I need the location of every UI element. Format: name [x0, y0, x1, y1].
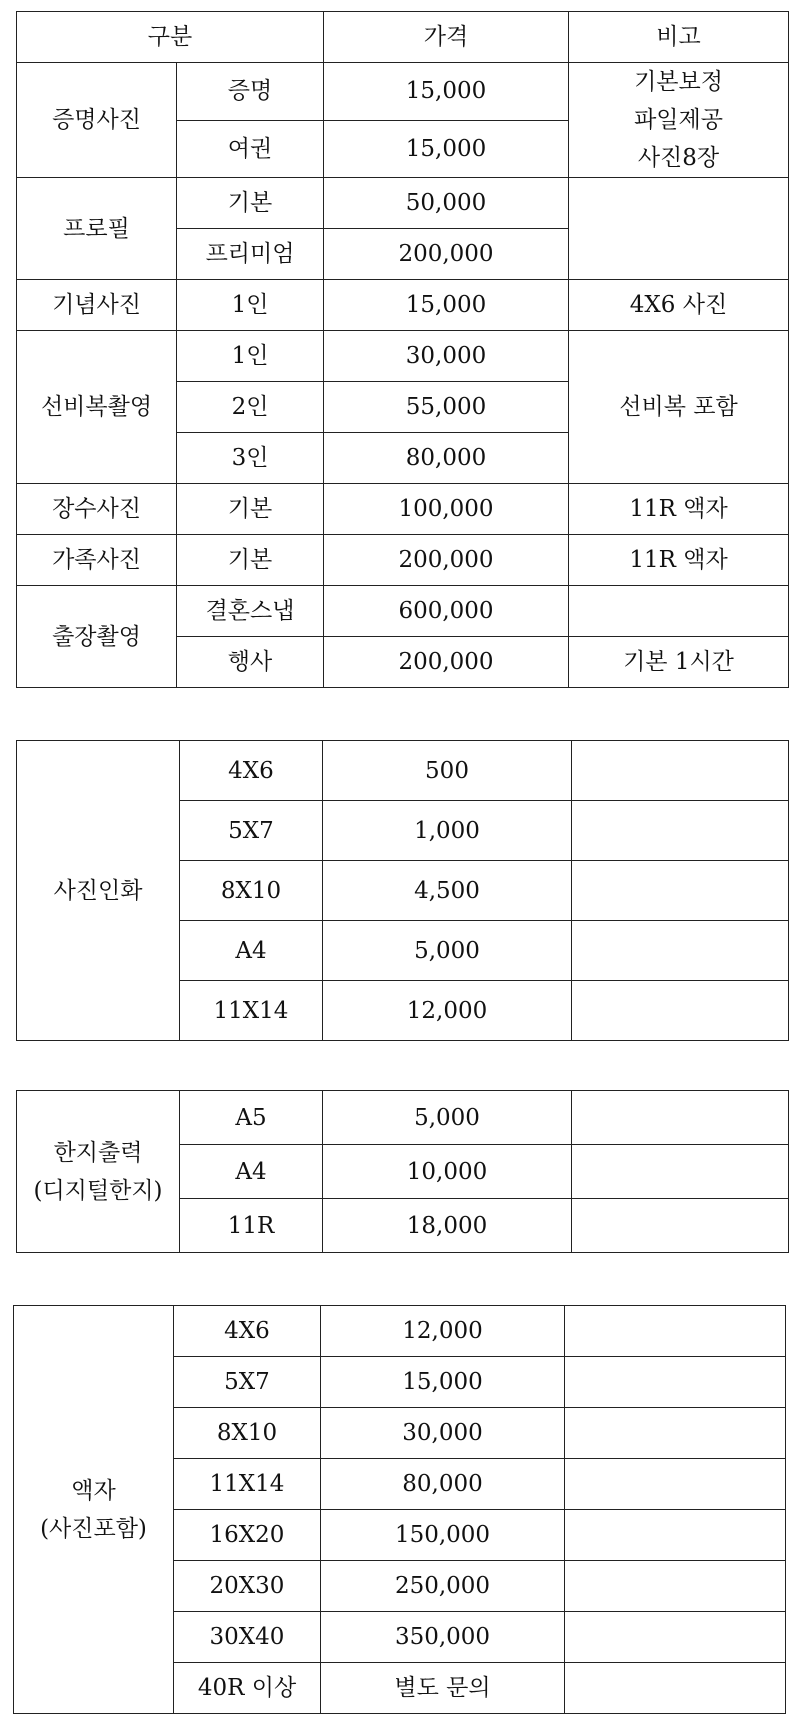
note-line: 기본보정: [634, 69, 723, 95]
note-cell: [572, 1199, 789, 1253]
table-header-row: [17, 12, 789, 63]
item-name: 기본: [177, 178, 324, 229]
size-cell: 11X14: [174, 1459, 321, 1510]
item-price: 15,000: [324, 63, 569, 121]
size-cell: A5: [180, 1091, 323, 1145]
item-price: 80,000: [324, 433, 569, 484]
photo-print-table: [16, 740, 789, 1041]
table-row: [17, 484, 789, 535]
item-price: 15,000: [324, 280, 569, 331]
price-cell: 10,000: [323, 1145, 572, 1199]
category-cell: 증명사진: [17, 63, 177, 178]
size-cell: 4X6: [174, 1306, 321, 1357]
item-name: 3인: [177, 433, 324, 484]
size-cell: 16X20: [174, 1510, 321, 1561]
item-price: 100,000: [324, 484, 569, 535]
header-category: 구분: [17, 12, 324, 63]
note-cell: [565, 1612, 786, 1663]
category-cell: 장수사진: [17, 484, 177, 535]
size-cell: A4: [180, 921, 323, 981]
price-cell: 150,000: [321, 1510, 565, 1561]
table-row: [17, 1091, 789, 1145]
item-name: 기본: [177, 535, 324, 586]
price-cell: 1,000: [323, 801, 572, 861]
category-cell: [14, 1306, 174, 1714]
size-cell: 20X30: [174, 1561, 321, 1612]
category-cell: 기념사진: [17, 280, 177, 331]
size-cell: 11R: [180, 1199, 323, 1253]
size-cell: 5X7: [174, 1357, 321, 1408]
category-line: 액자: [71, 1477, 116, 1504]
note-cell: 선비복 포함: [569, 331, 789, 484]
item-price: 55,000: [324, 382, 569, 433]
price-cell: 12,000: [323, 981, 572, 1041]
item-name: 증명: [177, 63, 324, 121]
category-cell: [17, 1091, 180, 1253]
item-name: 2인: [177, 382, 324, 433]
frame-table: [13, 1305, 786, 1714]
note-cell: [572, 1145, 789, 1199]
category-cell: 선비복촬영: [17, 331, 177, 484]
price-cell: 4,500: [323, 861, 572, 921]
category-line: (사진포함): [40, 1515, 147, 1542]
item-name: 여권: [177, 120, 324, 178]
size-cell: 30X40: [174, 1612, 321, 1663]
note-cell: [565, 1561, 786, 1612]
category-line: 한지출력: [53, 1139, 143, 1166]
item-name: 1인: [177, 280, 324, 331]
price-cell: 80,000: [321, 1459, 565, 1510]
note-cell: [572, 1091, 789, 1145]
size-cell: 40R 이상: [174, 1663, 321, 1714]
note-cell: [572, 861, 789, 921]
item-name: 프리미엄: [177, 229, 324, 280]
item-name: 기본: [177, 484, 324, 535]
size-cell: A4: [180, 1145, 323, 1199]
item-price: 15,000: [324, 120, 569, 178]
item-name: 1인: [177, 331, 324, 382]
category-cell: 프로필: [17, 178, 177, 280]
size-cell: 11X14: [180, 981, 323, 1041]
table-row: [17, 331, 789, 382]
price-cell: 5,000: [323, 921, 572, 981]
note-cell: [565, 1663, 786, 1714]
table-row: [17, 586, 789, 637]
size-cell: 8X10: [180, 861, 323, 921]
note-cell: [572, 981, 789, 1041]
table-row: [14, 1306, 786, 1357]
note-cell: [569, 178, 789, 280]
table-row: [17, 63, 789, 121]
price-cell: 18,000: [323, 1199, 572, 1253]
hanji-print-table: [16, 1090, 789, 1253]
price-cell: 5,000: [323, 1091, 572, 1145]
price-cell: 350,000: [321, 1612, 565, 1663]
note-cell: [565, 1357, 786, 1408]
size-cell: 4X6: [180, 741, 323, 801]
price-cell: 250,000: [321, 1561, 565, 1612]
note-cell: 11R 액자: [569, 535, 789, 586]
item-price: 200,000: [324, 535, 569, 586]
note-line: 파일제공: [634, 107, 723, 133]
category-line: (디지털한지): [33, 1177, 163, 1204]
size-cell: 5X7: [180, 801, 323, 861]
item-price: 200,000: [324, 229, 569, 280]
note-cell: 11R 액자: [569, 484, 789, 535]
price-cell: 15,000: [321, 1357, 565, 1408]
note-line: 사진8장: [637, 145, 720, 171]
note-cell: [565, 1510, 786, 1561]
note-cell: [565, 1306, 786, 1357]
note-cell: [572, 921, 789, 981]
category-cell: 사진인화: [17, 741, 180, 1041]
header-note: 비고: [569, 12, 789, 63]
category-cell: 출장촬영: [17, 586, 177, 688]
price-cell: 별도 문의: [321, 1663, 565, 1714]
item-name: 결혼스냅: [177, 586, 324, 637]
note-cell: [565, 1408, 786, 1459]
header-price: 가격: [324, 12, 569, 63]
services-price-table: [16, 11, 789, 688]
category-cell: 가족사진: [17, 535, 177, 586]
item-price: 30,000: [324, 331, 569, 382]
item-price: 200,000: [324, 637, 569, 688]
item-price: 600,000: [324, 586, 569, 637]
note-cell: [569, 63, 789, 178]
note-cell: [572, 741, 789, 801]
note-cell: 기본 1시간: [569, 637, 789, 688]
table-row: [17, 535, 789, 586]
note-cell: [565, 1459, 786, 1510]
price-cell: 500: [323, 741, 572, 801]
note-cell: 4X6 사진: [569, 280, 789, 331]
table-row: [17, 280, 789, 331]
table-row: [17, 741, 789, 801]
item-name: 행사: [177, 637, 324, 688]
price-cell: 12,000: [321, 1306, 565, 1357]
note-cell: [572, 801, 789, 861]
price-cell: 30,000: [321, 1408, 565, 1459]
note-cell: [569, 586, 789, 637]
item-price: 50,000: [324, 178, 569, 229]
table-row: [17, 178, 789, 229]
size-cell: 8X10: [174, 1408, 321, 1459]
